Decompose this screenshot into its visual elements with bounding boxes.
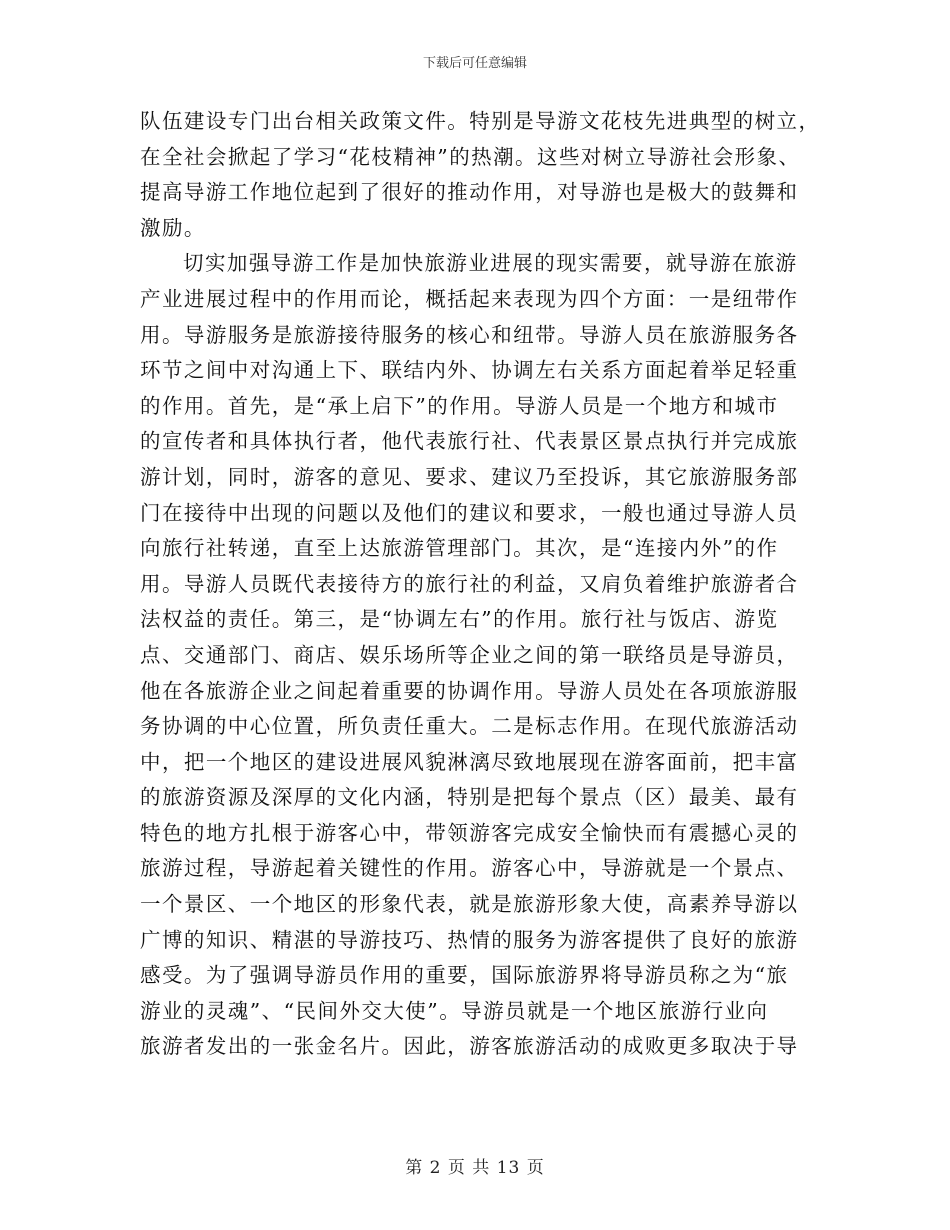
- text-line: 旅游过程，导游起着关键性的作用。游客心中，导游就是一个景点、: [140, 856, 799, 881]
- text-line: 点、交通部门、商店、娱乐场所等企业之间的第一联络员是导游员，: [140, 642, 799, 667]
- text-line: 在全社会掀起了学习“花枝精神”的热潮。这些对树立导游社会形象、: [140, 144, 801, 169]
- page-header: 下载后可任意编辑: [422, 56, 527, 71]
- text-line: 特色的地方扎根于游客心中，带领游客完成安全愉快而有震撼心灵的: [140, 820, 799, 845]
- text-line: 旅游者发出的一张金名片。因此，游客旅游活动的成败更多取决于导: [140, 1034, 799, 1059]
- text-line: 的作用。首先，是“承上启下”的作用。导游人员是一个地方和城市: [140, 393, 779, 418]
- text-line: 游业的灵魂”、“民间外交大使”。导游员就是一个地区旅游行业向: [140, 998, 769, 1023]
- text-line: 用。导游服务是旅游接待服务的核心和纽带。导游人员在旅游服务各: [140, 322, 799, 347]
- text-line: 用。导游人员既代表接待方的旅行社的利益，又肩负着维护旅游者合: [140, 571, 799, 596]
- text-line: 的旅游资源及深厚的文化内涵，特别是把每个景点（区）最美、最有: [140, 785, 799, 810]
- text-line: 感受。为了强调导游员作用的重要，国际旅游界将导游员称之为“旅: [140, 963, 789, 988]
- document-body: [140, 104, 821, 1065]
- text-line: 产业进展过程中的作用而论，概括起来表现为四个方面：一是纽带作: [140, 286, 799, 311]
- text-line: 法权益的责任。第三，是“协调左右”的作用。旅行社与饭店、游览: [140, 607, 779, 632]
- text-line: 中，把一个地区的建设进展风貌淋漓尽致地展现在游客面前，把丰富: [140, 749, 799, 774]
- text-line: 环节之间中对沟通上下、联结内外、协调左右关系方面起着举足轻重: [140, 358, 799, 383]
- text-line: 提高导游工作地位起到了很好的推动作用，对导游也是极大的鼓舞和: [140, 180, 799, 205]
- text-line: 广博的知识、精湛的导游技巧、热情的服务为游客提供了良好的旅游: [140, 927, 799, 952]
- text-line: 一个景区、一个地区的形象代表，就是旅游形象大使，高素养导游以: [140, 892, 799, 917]
- paragraph-first-line: 切实加强导游工作是加快旅游业进展的现实需要，就导游在旅游: [183, 251, 798, 276]
- text-line: 他在各旅游企业之间起着重要的协调作用。导游人员处在各项旅游服: [140, 678, 799, 703]
- text-line: 门在接待中出现的问题以及他们的建议和要求，一般也通过导游人员: [140, 500, 799, 525]
- text-line: 务协调的中心位置，所负责任重大。二是标志作用。在现代旅游活动: [140, 714, 799, 739]
- text-line: 游计划，同时，游客的意见、要求、建议乃至投诉，其它旅游服务部: [140, 464, 799, 489]
- text-line: 的宣传者和具体执行者，他代表旅行社、代表景区景点执行并完成旅: [140, 429, 799, 454]
- text-line: 队伍建设专门出台相关政策文件。特别是导游文花枝先进典型的树立，: [140, 109, 821, 133]
- text-line: 向旅行社转递，直至上达旅游管理部门。其次，是“连接内外”的作: [140, 536, 779, 561]
- text-line: 激励。: [140, 215, 206, 240]
- page-number-footer: 第 2 页 共 13 页: [405, 1158, 545, 1178]
